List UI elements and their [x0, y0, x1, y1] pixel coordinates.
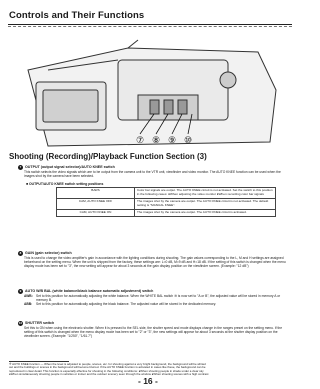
- item-body: Set this to ON when using the electronic shutter. When it is pressed to the SEL side, the shutter speed and mode displays change in the ranges preset on the setting menu. If the setting of this switch is changed when the menu display mode has been set to "2" or "3", the new settings will appear for about 3 seconds at the shutter display position on the viewfinder screen. (Example: "1/250", "1/61.7"): [24, 326, 283, 339]
- table-row: [57, 198, 276, 209]
- item-number-badge: 7: [19, 165, 22, 170]
- camera-illustration: [8, 30, 292, 150]
- table-cell-label: CAM, AUTO KNEE OFF: [57, 198, 135, 209]
- item-body: This is used to change the video amplifier's gain in accordance with the lighting conditions during shooting. The gain values corresponding to the L, M and H settings are assigned beforehand on the setting menu. When the unit is shipped from the factory, these settings are: L=0 dB, M=9 dB and H=18 dB. If the setting of this switch is changed when the menu display mode has been set to "3", the new setting will appear for about 3 seconds at the gain display position on the viewfinder screen. (Example: "12 dB"): [24, 256, 286, 269]
- table-cell-label: CAM, AUTO KNEE ON: [57, 209, 135, 216]
- item-output-switch: [18, 165, 286, 178]
- table-row: [57, 209, 276, 216]
- item-title: SHUTTER switch: [25, 321, 55, 326]
- page-header-title: Controls and Their Functions: [9, 10, 145, 21]
- item-number-badge: 9: [19, 289, 22, 294]
- callout-9: ⑨: [168, 135, 177, 145]
- list-item: [18, 294, 286, 302]
- table-cell-label: BARS: [57, 188, 135, 199]
- section-title: Shooting (Recording)/Playback Function Section (3): [9, 152, 207, 161]
- item-title: OUTPUT (output signal selector)/AUTO KNEE switch: [25, 165, 115, 170]
- header-rule-dashed: [8, 26, 292, 27]
- header-rule: [8, 24, 292, 25]
- term-desc: Set to this position for automatically adjusting the white balance. When the WHITE BAL switch ⑩ is now set to "A or B", the adjusted value will be stored in memory A or memory B.: [36, 294, 281, 303]
- footnote: ※ AUTO KNEE function — When the level is adjusted to people, scenes, etc. for shooting against a very bright background, the background will be whited out and the buildings or scenes in the background will become blurred. If the AUTO KNEE function is activated in cases like these, the background can be reproduced in clear detail. This function is especially effective for shooting in the following conditions: ●When shooting people in shade under a clear sky ●When simultaneously shooting people in vehicles or indoor and the outdoor scenery seen through the window ●When shooting scenes with a high contrast: [9, 362, 209, 377]
- item-number-badge: 10: [18, 321, 23, 326]
- item-shutter-switch: [18, 321, 286, 338]
- item-title: GAIN (gain selector) switch: [25, 251, 72, 256]
- item-body: This switch selects the video signals which are to be output from the camera unit to the VTR unit, viewfinder and video monitor. The AUTO KNEE function can be used when the images shot by the camera have been selected.: [24, 170, 281, 179]
- item-gain-switch: [18, 251, 286, 268]
- item-title: AUTO W/B BAL (white balance/black balance automatic adjustment) switch: [25, 289, 154, 294]
- table-cell-desc: The images shot by the camera are output. The AUTO KNEE circuit is not activated. The default setting is "MANUAL KNEE".: [135, 198, 276, 209]
- table-heading: ■ OUTPUT/AUTO KNEE switch setting positions: [26, 182, 104, 186]
- item-number-badge: 8: [19, 251, 22, 256]
- callout-8: ⑧: [152, 135, 161, 145]
- item-auto-wb-switch: [18, 289, 286, 306]
- callout-10: ⑩: [184, 135, 193, 145]
- settings-table: [56, 187, 276, 217]
- table-row: [57, 188, 276, 199]
- term-label: ABB:: [24, 302, 33, 307]
- term-label: AWB:: [24, 294, 33, 298]
- page-number: - 16 -: [138, 376, 158, 386]
- callout-7: ⑦: [136, 135, 145, 145]
- term-desc: Set to this position for automatically adjusting the black balance. The adjusted value will be stored in the dedicated memory.: [36, 302, 217, 307]
- list-item: [18, 302, 286, 306]
- table-cell-desc: Color bar signals are output. The AUTO KNEE circuit is not activated. Set the switch to this position in the following cases: ●When adjusting the video monitor ●When recording color bar signals: [135, 188, 276, 199]
- table-cell-desc: The images shot by the camera are output. The AUTO KNEE circuit is activated.: [135, 209, 276, 216]
